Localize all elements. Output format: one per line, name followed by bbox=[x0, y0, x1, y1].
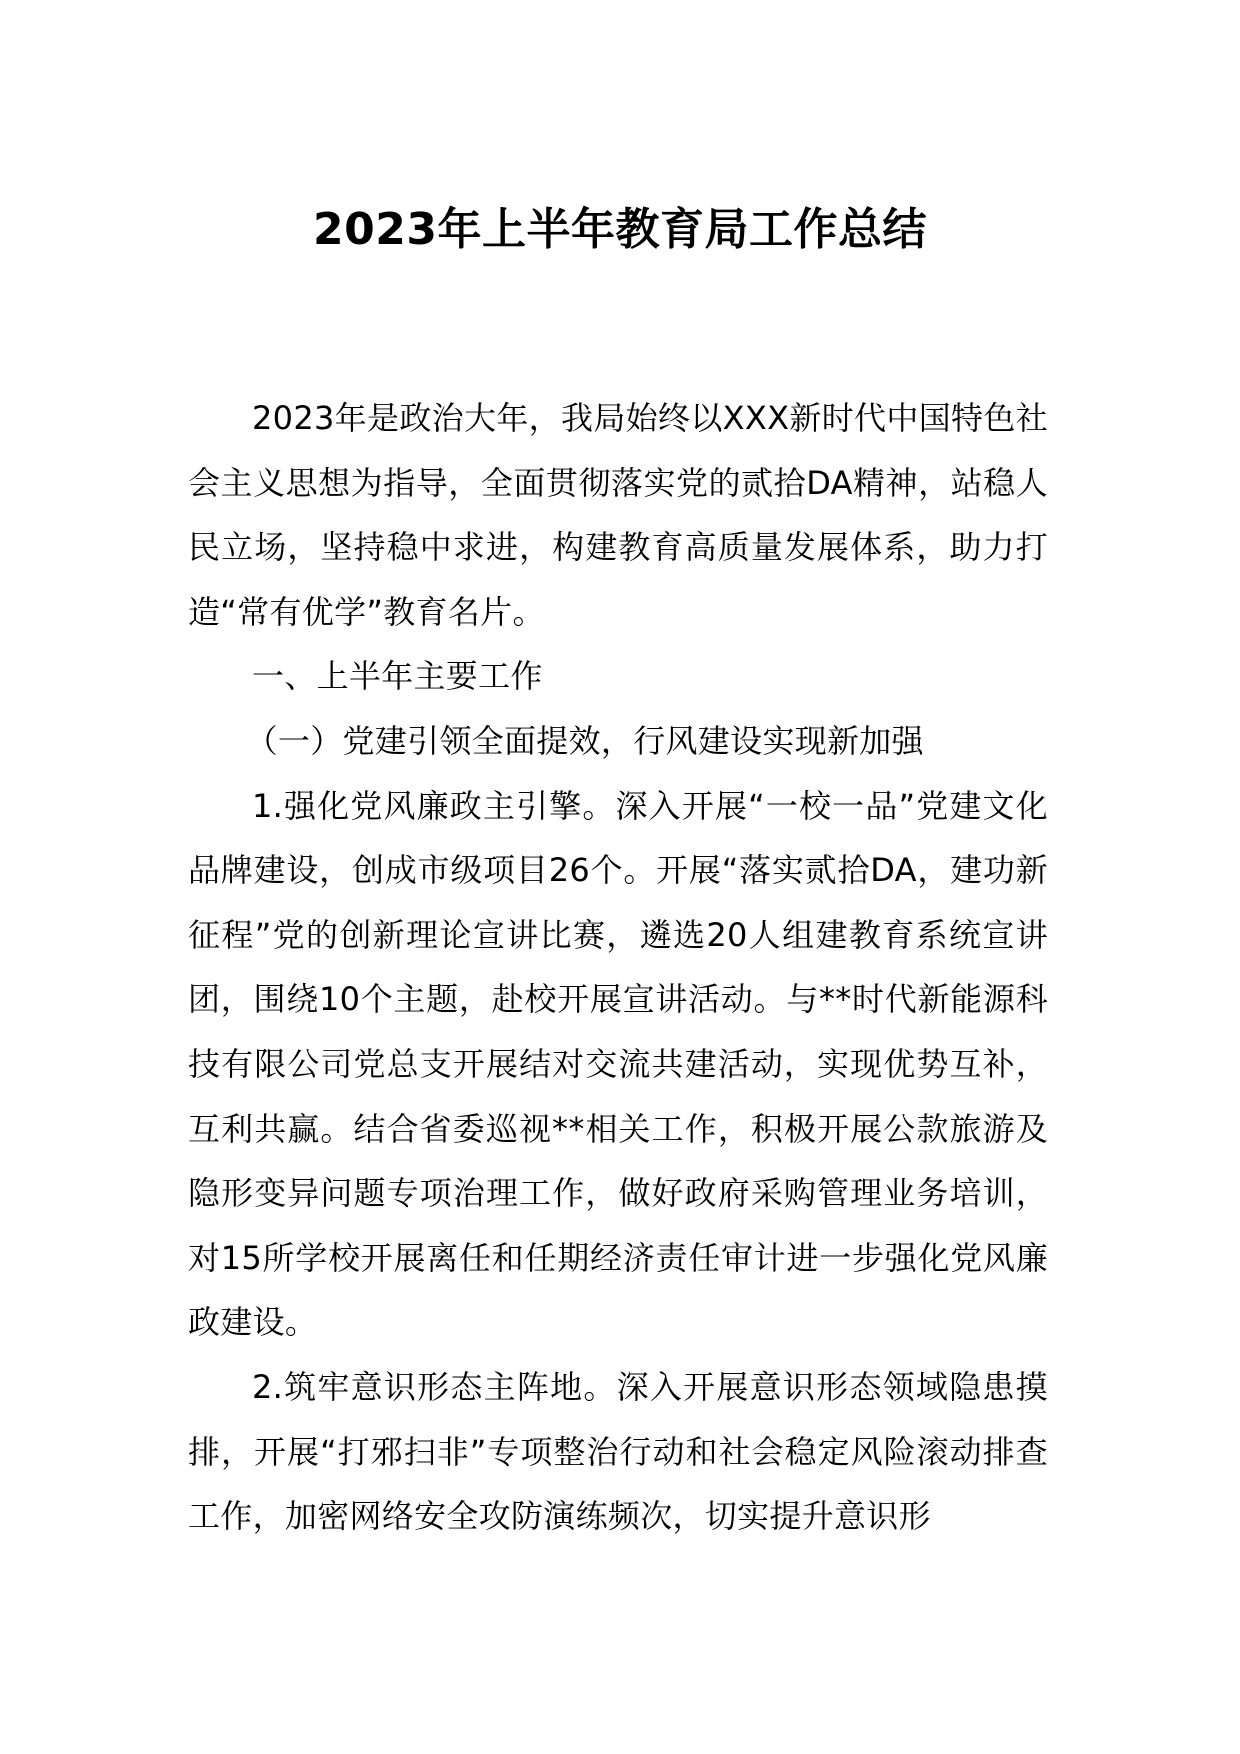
intro-paragraph: 2023年是政治大年，我局始终以XXX新时代中国特色社会主义思想为指导，全面贯彻落实党的贰拾DA精神，站稳人民立场，坚持稳中求进，构建教育高质量发展体系，助力打造“常有优学”教育名片。 bbox=[188, 399, 1048, 631]
document-title: 2023年上半年教育局工作总结 bbox=[313, 204, 927, 255]
item-paragraph-2: 2.筑牢意识形态主阵地。深入开展意识形态领域隐患摸排，开展“打邪扫非”专项整治行动和社会稳定风险滚动排查工作，加密网络安全攻防演练频次，切实提升意识形 bbox=[188, 1367, 1048, 1536]
item-paragraph-1: 1.强化党风廉政主引擎。深入开展“一校一品”党建文化品牌建设，创成市级项目26个。开展“落实贰拾DA，建功新征程”党的创新理论宣讲比赛，遴选20人组建教育系统宣讲团，围绕10个主题，赴校开展宣讲活动。与**时代新能源科技有限公司党总支开展结对交流共建活动，实现优势互补，互利共赢。结合省委巡视**相关工作，积极开展公款旅游及隐形变异问题专项治理工作，做好政府采购管理业务培训，对15所学校开展离任和任期经济责任审计进一步强化党风廉政建设。 bbox=[188, 786, 1048, 1342]
section-heading: 一、上半年主要工作 bbox=[252, 657, 543, 696]
document-body bbox=[188, 386, 1048, 1549]
subsection-heading: （一）党建引领全面提效，行风建设实现新加强 bbox=[245, 721, 924, 760]
